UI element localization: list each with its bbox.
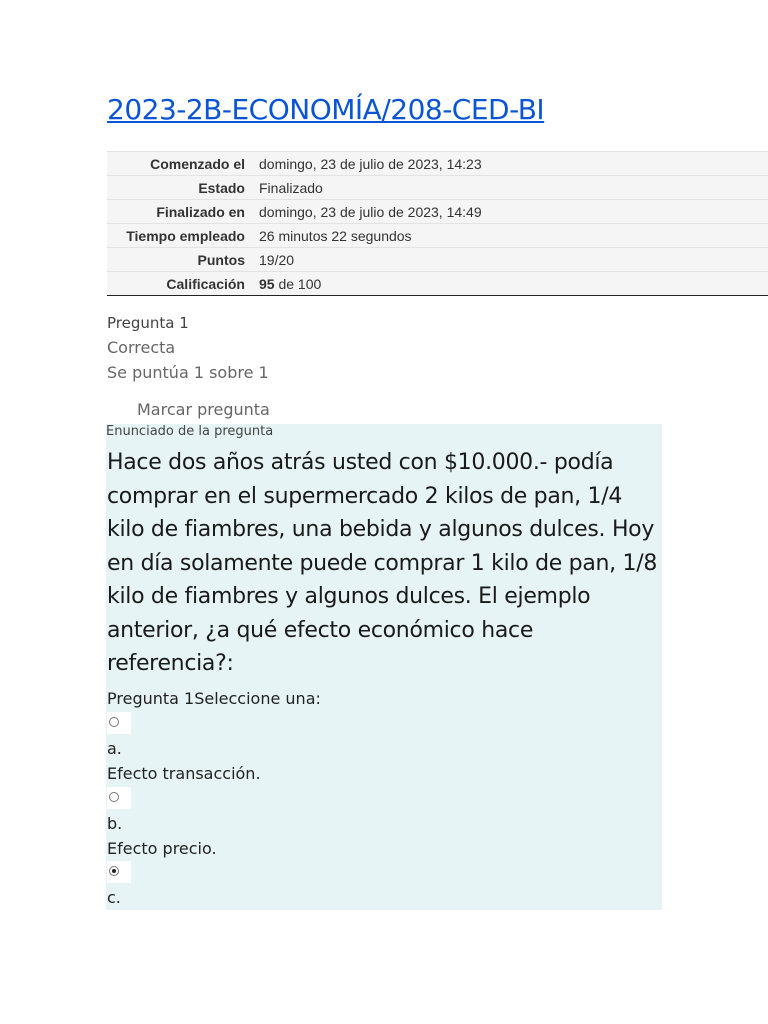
summary-label: Comenzado el [107, 152, 251, 176]
flag-question-link[interactable]: Marcar pregunta [137, 400, 270, 419]
option-a-letter: a. [107, 739, 122, 758]
option-b-text[interactable]: Efecto precio. [107, 839, 217, 858]
summary-row-time [107, 224, 768, 248]
question-info [107, 314, 269, 382]
question-state: Correcta [107, 338, 176, 357]
radio-circle-icon [109, 717, 119, 727]
grade-total: de 100 [274, 276, 322, 292]
summary-label: Estado [107, 176, 251, 200]
option-c-radio[interactable] [107, 861, 131, 883]
attempt-summary-table [107, 151, 768, 296]
summary-value: 19/20 [251, 248, 768, 272]
summary-row-finished [107, 200, 768, 224]
grade-score: 95 [259, 276, 275, 292]
radio-checked-icon [109, 866, 119, 876]
summary-value: Finalizado [251, 176, 768, 200]
summary-row-state [107, 176, 768, 200]
summary-label: Puntos [107, 248, 251, 272]
option-a-text[interactable]: Efecto transacción. [107, 764, 261, 783]
course-title-link[interactable]: 2023-2B-ECONOMÍA/208-CED-BI [107, 93, 545, 126]
summary-value: domingo, 23 de julio de 2023, 14:23 [251, 152, 768, 176]
question-text: Hace dos años atrás usted con $10.000.- podía comprar en el supermercado 2 kilos de pan, 1/4 kilo de fiambres, una bebida y algunos dulces. Hoy en día solamente puede comprar 1 kilo de pan, 1/8 kilo de fiambres y algunos dulces. El ejemplo anterior, ¿a qué efecto económico hace referencia?: [107, 450, 658, 676]
select-prompt: Pregunta 1Seleccione una: [107, 689, 321, 708]
summary-row-points [107, 248, 768, 272]
summary-label: Finalizado en [107, 200, 251, 224]
radio-circle-icon [109, 792, 119, 802]
summary-value: 26 minutos 22 segundos [251, 224, 768, 248]
question-grade: Se puntúa 1 sobre 1 [107, 363, 269, 382]
question-number: Pregunta 1 [107, 314, 189, 332]
summary-value [251, 272, 768, 296]
option-a-radio[interactable] [107, 712, 131, 734]
statement-heading: Enunciado de la pregunta [106, 424, 274, 439]
summary-label: Tiempo empleado [107, 224, 251, 248]
option-c-letter: c. [107, 888, 121, 907]
option-b-radio[interactable] [107, 787, 131, 809]
summary-row-started [107, 152, 768, 176]
summary-value: domingo, 23 de julio de 2023, 14:49 [251, 200, 768, 224]
option-b-letter: b. [107, 814, 123, 833]
summary-row-grade [107, 272, 768, 296]
summary-label: Calificación [107, 272, 251, 296]
